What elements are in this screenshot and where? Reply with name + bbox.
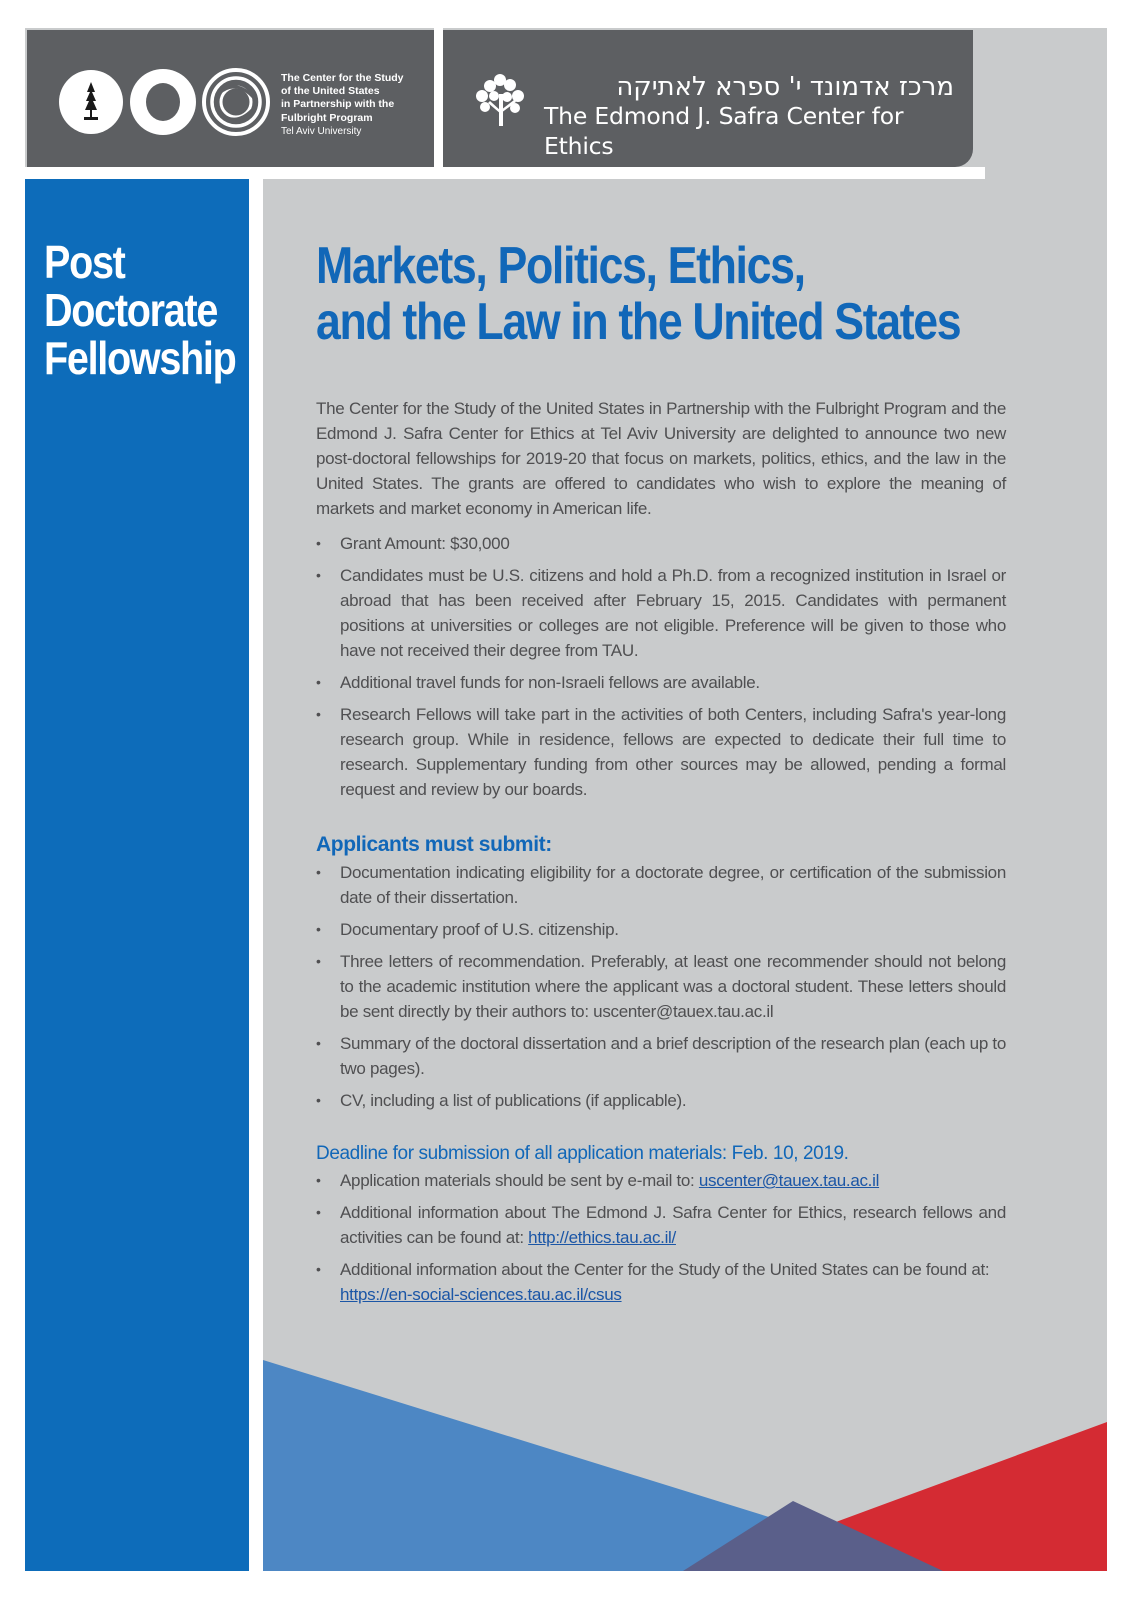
intro-paragraph: The Center for the Study of the United States in Partnership with the Fulbright Program and the Edmond J. Safra Center for Ethics at Tel Aviv University are delighted to announce two new post-doctoral fellowships for 2019-20 that focus on markets, politics, ethics, and the law in the United States. The grants are offered to candidates who wish to explore the meaning of markets and market economy in American life. — [316, 399, 1006, 518]
list-item: • CV, including a list of publications (if applicable). — [316, 1088, 1006, 1113]
safra-hebrew-name: מרכז אדמונד י' ספרא לאתיקה — [616, 72, 954, 102]
safra-website-link[interactable]: http://ethics.tau.ac.il/ — [528, 1228, 676, 1247]
csus-line: in Partnership with the — [281, 98, 395, 111]
deadline-heading: Deadline for submission of all application materials: Feb. 10, 2019. — [316, 1143, 849, 1164]
details-list — [316, 531, 1006, 802]
submit-list — [316, 860, 1006, 1113]
csus-name — [281, 72, 421, 138]
page-title-line: and the Law in the United States — [316, 293, 961, 351]
tree-logo-icon — [470, 70, 534, 128]
csus-line: Fulbright Program — [281, 111, 373, 124]
header-gap — [434, 28, 443, 173]
list-item: • Summary of the doctoral dissertation and a brief description of the research plan (each up to two pages). — [316, 1031, 1006, 1081]
fellowship-title — [44, 236, 236, 384]
page-title-line: Markets, Politics, Ethics, — [316, 237, 805, 295]
safra-info-item — [316, 1200, 1006, 1250]
university-name: Tel Aviv University — [281, 125, 362, 137]
email-item — [316, 1168, 1006, 1193]
email-link[interactable]: uscenter@tauex.tau.ac.il — [698, 1171, 880, 1190]
contact-list — [316, 1168, 1006, 1307]
csus-logo-icon — [58, 68, 272, 136]
csus-info-text: Additional information about the Center for the Study of the United States can be found at: — [340, 1260, 990, 1279]
header-divider — [25, 167, 985, 179]
main-content — [316, 396, 1006, 1314]
safra-info-text: Additional information about The Edmond J. Safra Center for Ethics, research fellows and activities can be found at: — [340, 1203, 1006, 1247]
csus-line: The Center for the Study — [281, 72, 404, 84]
list-item: • Documentary proof of U.S. citizenship. — [316, 917, 1006, 942]
decorative-triangles — [263, 1360, 1107, 1571]
page-title — [316, 238, 970, 350]
list-item: • Three letters of recommendation. Preferably, at least one recommender should not belong to the academic institution where the applicant was a doctoral student. These letters should be sent directly by their authors to: uscenter@tauex.tau.ac.il — [316, 949, 1006, 1024]
fellowship-title-line: Doctorate — [44, 284, 218, 336]
list-item: • Additional travel funds for non-Israeli fellows are available. — [316, 670, 1006, 695]
csus-line: of the United States — [281, 85, 380, 98]
email-text: Application materials should be sent by e-mail to: — [340, 1171, 699, 1190]
bottom-margin — [0, 1571, 1132, 1600]
list-item: • Candidates must be U.S. citizens and hold a Ph.D. from a recognized institution in Israel or abroad that has been received after February 15, 2015. Candidates with permanent positions at universities or colleges are not eligible. Preference will be given to those who have not received their degree from TAU. — [316, 563, 1006, 663]
safra-english-name: The Edmond J. Safra Center for Ethics — [544, 102, 904, 160]
sidebar-panel — [25, 179, 249, 1571]
csus-website-link[interactable]: https://en-social-sciences.tau.ac.il/csus — [340, 1285, 622, 1304]
list-item: • Documentation indicating eligibility for a doctorate degree, or certification of the submission date of their dissertation. — [316, 860, 1006, 910]
sidebar-gap — [249, 179, 263, 1571]
submit-heading: Applicants must submit: — [316, 833, 552, 856]
fellowship-title-line: Post — [44, 236, 125, 288]
fellowship-title-line: Fellowship — [44, 332, 236, 384]
csus-info-item — [316, 1257, 1006, 1307]
list-item: • Research Fellows will take part in the activities of both Centers, including Safra's year-long research group. While in residence, fellows are expected to dedicate their full time to research. Supplementary funding from other sources may be allowed, pending a formal request and review by our boards. — [316, 702, 1006, 802]
list-item: • Grant Amount: $30,000 — [316, 531, 1006, 556]
